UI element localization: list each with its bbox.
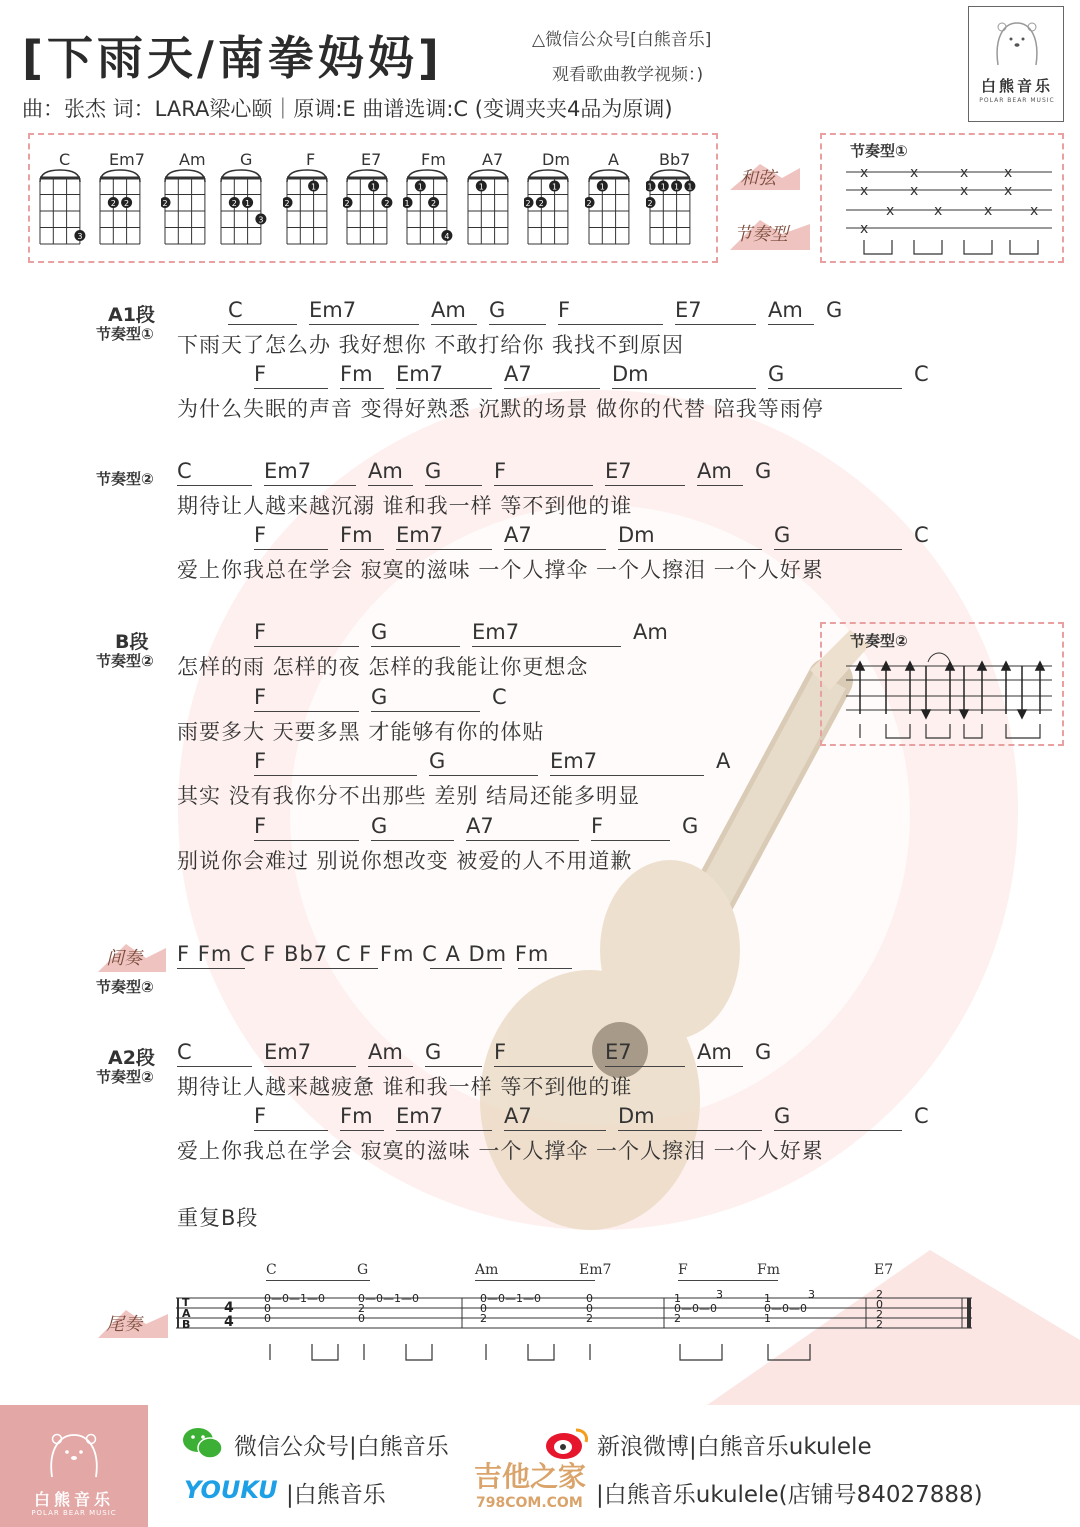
svg-text:x: x bbox=[860, 221, 869, 237]
svg-text:3: 3 bbox=[77, 232, 83, 241]
chord-symbol: G bbox=[755, 459, 772, 483]
svg-text:4: 4 bbox=[444, 232, 450, 241]
chord-symbol: A7 bbox=[466, 814, 494, 838]
svg-text:2: 2 bbox=[586, 1312, 593, 1325]
interlude-chords: F Fm C F Bb7 C F Fm C A Dm Fm bbox=[177, 942, 550, 966]
svg-text:1: 1 bbox=[647, 182, 653, 192]
repeat-b-note: 重复B段 bbox=[177, 1206, 259, 1230]
chord-underline bbox=[612, 388, 756, 389]
chord-underline bbox=[618, 1130, 762, 1131]
chord-underline bbox=[254, 646, 359, 647]
svg-text:2: 2 bbox=[344, 199, 350, 208]
chord-diagram-name: Bb7 bbox=[659, 150, 691, 169]
chord-diagram bbox=[403, 168, 459, 248]
footer-youku[interactable]: |白熊音乐 bbox=[286, 1482, 386, 1508]
chord-underline bbox=[371, 646, 460, 647]
chord-symbol: Dm bbox=[612, 362, 649, 386]
chord-underline bbox=[774, 549, 902, 550]
video-notice: 观看歌曲教学视频：) bbox=[552, 65, 704, 85]
chord-symbol: Em7 bbox=[472, 620, 520, 644]
svg-text:2: 2 bbox=[284, 199, 290, 208]
chord-symbol: F bbox=[254, 749, 267, 773]
lyric-line: 期待让人越来越疲惫 谁和我一样 等不到他的谁 bbox=[177, 1075, 633, 1099]
svg-text:x: x bbox=[1004, 183, 1013, 199]
chord-diagram-name: C bbox=[59, 150, 71, 169]
svg-text:0—0—1—0: 0—0—1—0 bbox=[264, 1292, 325, 1305]
footer-wechat[interactable]: 微信公众号|白熊音乐 bbox=[234, 1434, 449, 1460]
chord-symbol: Em7 bbox=[309, 298, 357, 322]
tab-letter-b: B bbox=[182, 1318, 191, 1331]
chord-diagram-name: Am bbox=[179, 150, 206, 169]
chord-symbol: Em7 bbox=[550, 749, 598, 773]
chord-underline bbox=[558, 324, 663, 325]
chord-underline bbox=[254, 388, 328, 389]
svg-text:0—0—0: 0—0—0 bbox=[764, 1302, 807, 1315]
svg-text:3: 3 bbox=[258, 215, 264, 225]
chord-diagram-name: F bbox=[306, 150, 316, 169]
chord-symbol: F bbox=[494, 459, 507, 483]
song-credits: 曲：张杰 词：LARA梁心颐｜原调:E 曲谱选调:C (变调夹夹4品为原调) bbox=[22, 97, 673, 121]
chord-symbol: C bbox=[914, 523, 929, 547]
lyric-line: 其实 没有我你分不出那些 差别 结局还能多明显 bbox=[177, 784, 641, 808]
footer-taobao[interactable]: |白熊音乐ukulele(店铺号84027888) bbox=[596, 1482, 983, 1508]
svg-text:2: 2 bbox=[231, 199, 237, 208]
svg-text:1: 1 bbox=[660, 182, 666, 192]
svg-text:x: x bbox=[1004, 165, 1013, 181]
chord-symbol: Am bbox=[368, 1040, 403, 1064]
section-a2-label: A2段 bbox=[108, 1047, 155, 1069]
chord-symbol: C bbox=[914, 362, 929, 386]
rhythm-stamp-label: 节奏型 bbox=[734, 224, 788, 245]
chord-symbol: Em7 bbox=[264, 1040, 312, 1064]
chord-underline bbox=[396, 388, 492, 389]
svg-text:0—0—1—0: 0—0—1—0 bbox=[480, 1292, 541, 1305]
chord-symbol: F bbox=[558, 298, 571, 322]
chord-underline bbox=[368, 1066, 413, 1067]
interlude-underline-1 bbox=[177, 968, 245, 969]
chord-symbol: F bbox=[254, 362, 267, 386]
svg-text:1: 1 bbox=[674, 182, 680, 192]
chord-diagram-name: A7 bbox=[482, 150, 504, 169]
outro-chord-underline bbox=[678, 1280, 778, 1281]
chord-underline bbox=[425, 485, 482, 486]
chord-symbol: Em7 bbox=[396, 523, 444, 547]
section-b-rhythm: 节奏型② bbox=[96, 652, 154, 670]
watermark-text: 吉他之家 bbox=[474, 1460, 587, 1493]
chord-diagram-name: G bbox=[240, 150, 253, 169]
chord-underline bbox=[429, 775, 538, 776]
chord-symbol: G bbox=[755, 1040, 772, 1064]
svg-text:0—0—0: 0—0—0 bbox=[674, 1302, 717, 1315]
chord-underline bbox=[254, 549, 328, 550]
chord-underline bbox=[309, 324, 419, 325]
youku-logo: YOUKU bbox=[184, 1476, 278, 1504]
chord-underline bbox=[340, 549, 384, 550]
chord-symbol: Am bbox=[768, 298, 803, 322]
chord-underline bbox=[504, 1130, 606, 1131]
chord-symbol: C bbox=[492, 685, 507, 709]
lyric-line: 为什么失眠的声音 变得好熟悉 沉默的场景 做你的代替 陪我等雨停 bbox=[177, 397, 824, 421]
chord-underline bbox=[254, 1130, 328, 1131]
chord-symbol: Dm bbox=[618, 523, 655, 547]
chord-symbol: F bbox=[591, 814, 604, 838]
svg-text:x: x bbox=[860, 165, 869, 181]
svg-text:x: x bbox=[934, 203, 943, 219]
lyric-line: 期待让人越来越沉溺 谁和我一样 等不到他的谁 bbox=[177, 494, 633, 518]
rhythm-pattern-2-label: 节奏型② bbox=[850, 632, 908, 650]
chord-symbol: Em7 bbox=[396, 1104, 444, 1128]
rhythm-stamp bbox=[730, 214, 810, 254]
svg-text:0: 0 bbox=[480, 1302, 487, 1315]
outro-chord: C bbox=[266, 1262, 277, 1278]
wechat-icon bbox=[182, 1426, 224, 1460]
chord-symbol: G bbox=[429, 749, 446, 773]
chord-underline bbox=[675, 324, 756, 325]
svg-text:1: 1 bbox=[245, 199, 251, 208]
chord-diagram bbox=[524, 168, 580, 248]
svg-text:2: 2 bbox=[480, 1312, 487, 1325]
svg-text:x: x bbox=[984, 203, 993, 219]
footer-weibo[interactable]: 新浪微博|白熊音乐ukulele bbox=[597, 1434, 872, 1460]
svg-text:1: 1 bbox=[404, 199, 410, 208]
svg-text:1: 1 bbox=[687, 182, 693, 192]
chord-symbol: Fm bbox=[340, 523, 373, 547]
outro-label: 尾奏 bbox=[106, 1314, 142, 1335]
svg-text:2: 2 bbox=[674, 1312, 681, 1325]
chord-symbol: Am bbox=[368, 459, 403, 483]
logo-name: 白熊音乐 bbox=[980, 77, 1053, 95]
logo-subtitle: POLAR BEAR MUSIC bbox=[979, 97, 1055, 104]
svg-text:1: 1 bbox=[478, 182, 484, 192]
lyric-line: 爱上你我总在学会 寂寞的滋味 一个人撑伞 一个人擦泪 一个人好累 bbox=[177, 1139, 824, 1163]
svg-text:2: 2 bbox=[384, 199, 390, 208]
chord-symbol: Am bbox=[431, 298, 466, 322]
outro-chord: Am bbox=[475, 1262, 499, 1278]
chord-diagram-name: E7 bbox=[361, 150, 382, 169]
svg-text:1: 1 bbox=[417, 182, 423, 192]
chord-diagram bbox=[585, 168, 641, 248]
svg-text:x: x bbox=[1030, 203, 1039, 219]
svg-text:0: 0 bbox=[264, 1302, 271, 1315]
lyric-line: 爱上你我总在学会 寂寞的滋味 一个人撑伞 一个人擦泪 一个人好累 bbox=[177, 558, 824, 582]
interlude-stamp bbox=[98, 940, 166, 976]
chord-diagram bbox=[161, 168, 217, 248]
outro-chord: Fm bbox=[757, 1262, 780, 1278]
interlude-underline-4 bbox=[518, 968, 572, 969]
svg-text:0: 0 bbox=[586, 1302, 593, 1315]
chord-diagram-name: Fm bbox=[421, 150, 446, 169]
chord-symbol: Dm bbox=[618, 1104, 655, 1128]
chord-symbol: G bbox=[826, 298, 843, 322]
chord-symbol: Em7 bbox=[396, 362, 444, 386]
chord-symbol: F bbox=[254, 814, 267, 838]
svg-text:2: 2 bbox=[538, 199, 544, 208]
chord-symbol: A bbox=[716, 749, 731, 773]
svg-text:2: 2 bbox=[647, 199, 653, 208]
chord-diagram-name: A bbox=[608, 150, 619, 169]
chord-diagram bbox=[646, 168, 702, 248]
chord-underline bbox=[768, 324, 814, 325]
footer-bear-icon bbox=[44, 1427, 104, 1479]
outro-chord-underline bbox=[266, 1280, 370, 1281]
svg-text:3: 3 bbox=[808, 1290, 815, 1301]
svg-text:2: 2 bbox=[124, 199, 130, 208]
chord-symbol: Am bbox=[633, 620, 668, 644]
outro-chord: E7 bbox=[874, 1262, 894, 1278]
section-a1-rhythm: 节奏型① bbox=[96, 325, 154, 343]
chord-symbol: G bbox=[768, 362, 785, 386]
svg-text:x: x bbox=[910, 165, 919, 181]
section-r2-rhythm: 节奏型② bbox=[96, 470, 154, 488]
svg-text:x: x bbox=[960, 165, 969, 181]
chord-diagram bbox=[283, 168, 339, 248]
footer-logo-subtitle: POLAR BEAR MUSIC bbox=[31, 1509, 117, 1517]
svg-text:0: 0 bbox=[876, 1298, 883, 1311]
rhythm-pattern-2-staff bbox=[846, 652, 1052, 742]
chord-symbol: F bbox=[254, 685, 267, 709]
svg-text:2: 2 bbox=[586, 199, 592, 208]
chord-symbol: A7 bbox=[504, 362, 532, 386]
section-a2-rhythm: 节奏型② bbox=[96, 1068, 154, 1086]
svg-text:4: 4 bbox=[224, 1300, 234, 1316]
svg-text:1: 1 bbox=[311, 182, 317, 192]
chord-underline bbox=[371, 711, 480, 712]
chord-diagram bbox=[217, 168, 273, 248]
chord-stamp bbox=[730, 160, 800, 194]
chord-underline bbox=[494, 485, 593, 486]
chord-symbol: C bbox=[177, 1040, 192, 1064]
wechat-notice: △微信公众号[白熊音乐] bbox=[532, 30, 712, 50]
outro-chord: F bbox=[678, 1262, 688, 1278]
outro-stamp bbox=[98, 1306, 168, 1342]
svg-text:1: 1 bbox=[764, 1292, 771, 1305]
chord-underline bbox=[697, 1066, 743, 1067]
svg-text:2: 2 bbox=[162, 199, 168, 208]
svg-text:1: 1 bbox=[674, 1292, 681, 1305]
chord-symbol: G bbox=[371, 685, 388, 709]
svg-text:0: 0 bbox=[264, 1312, 271, 1325]
brand-logo bbox=[968, 6, 1064, 122]
chord-underline bbox=[254, 840, 359, 841]
chord-symbol: C bbox=[228, 298, 243, 322]
svg-text:1: 1 bbox=[371, 182, 377, 192]
chord-underline bbox=[494, 1066, 593, 1067]
chord-underline bbox=[264, 485, 356, 486]
svg-text:2: 2 bbox=[525, 199, 531, 208]
svg-text:0: 0 bbox=[586, 1292, 593, 1305]
chord-underline bbox=[177, 1066, 252, 1067]
chord-underline bbox=[489, 324, 546, 325]
chord-symbol: A7 bbox=[504, 523, 532, 547]
chord-diagram bbox=[464, 168, 520, 248]
chord-stamp-label: 和弦 bbox=[740, 168, 776, 189]
chord-underline bbox=[228, 324, 297, 325]
chord-diagram bbox=[96, 168, 152, 248]
lyric-line: 怎样的雨 怎样的夜 怎样的我能让你更想念 bbox=[177, 655, 589, 679]
lyric-line: 雨要多大 天要多黑 才能够有你的体贴 bbox=[177, 720, 545, 744]
chord-symbol: G bbox=[425, 459, 442, 483]
chord-underline bbox=[340, 388, 384, 389]
chord-underline bbox=[254, 711, 359, 712]
chord-symbol: F bbox=[254, 523, 267, 547]
chord-underline bbox=[425, 1066, 482, 1067]
bear-icon bbox=[969, 17, 1065, 71]
chord-symbol: Am bbox=[697, 1040, 732, 1064]
lyric-line: 别说你会难过 别说你想改变 被爱的人不用道歉 bbox=[177, 849, 633, 873]
chord-symbol: A7 bbox=[504, 1104, 532, 1128]
chord-diagram bbox=[343, 168, 399, 248]
tab-letter-a: A bbox=[182, 1307, 191, 1320]
outro-tab bbox=[176, 1290, 976, 1370]
chord-symbol: Am bbox=[697, 459, 732, 483]
chord-underline bbox=[340, 1130, 384, 1131]
song-title: [下雨天/南拳妈妈] bbox=[22, 31, 443, 85]
chord-symbol: G bbox=[682, 814, 699, 838]
svg-text:x: x bbox=[886, 203, 895, 219]
chord-underline bbox=[550, 775, 704, 776]
svg-text:2: 2 bbox=[876, 1318, 883, 1331]
chord-underline bbox=[774, 1130, 902, 1131]
chord-underline bbox=[504, 549, 606, 550]
interlude-rhythm: 节奏型② bbox=[96, 978, 154, 996]
chord-underline bbox=[504, 388, 600, 389]
chord-underline bbox=[177, 485, 252, 486]
chord-symbol: Fm bbox=[340, 1104, 373, 1128]
outro-chord: Em7 bbox=[579, 1262, 612, 1278]
chord-underline bbox=[368, 485, 413, 486]
footer-logo bbox=[0, 1405, 148, 1527]
svg-text:2: 2 bbox=[110, 199, 116, 208]
watermark-site: 798COM.COM bbox=[476, 1495, 583, 1511]
outro-chord: G bbox=[357, 1262, 369, 1278]
chord-symbol: E7 bbox=[605, 459, 632, 483]
section-b-label: B段 bbox=[115, 631, 149, 653]
chord-underline bbox=[254, 775, 417, 776]
svg-text:1: 1 bbox=[599, 182, 605, 192]
chord-underline bbox=[697, 485, 743, 486]
chord-symbol: G bbox=[774, 523, 791, 547]
svg-text:2: 2 bbox=[431, 199, 437, 208]
outro-chord-underline bbox=[475, 1280, 595, 1281]
chord-underline bbox=[605, 485, 685, 486]
svg-text:2: 2 bbox=[358, 1302, 365, 1315]
section-a1-label: A1段 bbox=[108, 304, 155, 326]
chord-symbol: G bbox=[371, 620, 388, 644]
interlude-underline-2 bbox=[300, 968, 378, 969]
chord-symbol: E7 bbox=[675, 298, 702, 322]
chord-symbol: F bbox=[494, 1040, 507, 1064]
chord-underline bbox=[264, 1066, 356, 1067]
chord-diagram-name: Em7 bbox=[109, 150, 145, 169]
svg-text:1: 1 bbox=[552, 182, 558, 192]
svg-text:x: x bbox=[960, 183, 969, 199]
chord-underline bbox=[472, 646, 621, 647]
chord-symbol: F bbox=[254, 620, 267, 644]
svg-text:0: 0 bbox=[358, 1312, 365, 1325]
chord-symbol: Fm bbox=[340, 362, 373, 386]
chord-underline bbox=[591, 840, 670, 841]
chord-underline bbox=[371, 840, 454, 841]
chord-symbol: G bbox=[774, 1104, 791, 1128]
svg-text:0—0—1—0: 0—0—1—0 bbox=[358, 1292, 419, 1305]
svg-text:2: 2 bbox=[876, 1308, 883, 1321]
svg-text:4: 4 bbox=[224, 1314, 234, 1330]
chord-symbol: C bbox=[914, 1104, 929, 1128]
chord-symbol: F bbox=[254, 1104, 267, 1128]
chord-underline bbox=[768, 388, 902, 389]
chord-symbol: G bbox=[425, 1040, 442, 1064]
interlude-underline-3 bbox=[430, 968, 502, 969]
chord-underline bbox=[396, 1130, 492, 1131]
footer-logo-name: 白熊音乐 bbox=[33, 1490, 114, 1509]
chord-diagram-name: Dm bbox=[542, 150, 570, 169]
chord-underline bbox=[396, 549, 492, 550]
rhythm-pattern-1-label: 节奏型① bbox=[850, 142, 908, 160]
svg-text:3: 3 bbox=[716, 1290, 723, 1301]
chord-symbol: G bbox=[371, 814, 388, 838]
chord-underline bbox=[605, 1066, 685, 1067]
chord-symbol: C bbox=[177, 459, 192, 483]
chord-diagram bbox=[36, 168, 92, 248]
chord-underline bbox=[466, 840, 579, 841]
chord-symbol: E7 bbox=[605, 1040, 632, 1064]
svg-text:x: x bbox=[910, 183, 919, 199]
chord-underline bbox=[431, 324, 477, 325]
svg-text:x: x bbox=[860, 183, 869, 199]
svg-text:1: 1 bbox=[764, 1312, 771, 1325]
tab-letter-t: T bbox=[182, 1296, 190, 1309]
chord-underline bbox=[618, 549, 762, 550]
lyric-line: 下雨天了怎么办 我好想你 不敢打给你 我找不到原因 bbox=[177, 333, 685, 357]
chord-symbol: G bbox=[489, 298, 506, 322]
interlude-label: 间奏 bbox=[106, 948, 142, 969]
rhythm-pattern-1-staff bbox=[846, 160, 1052, 260]
svg-text:2: 2 bbox=[876, 1290, 883, 1301]
chord-symbol: Em7 bbox=[264, 459, 312, 483]
